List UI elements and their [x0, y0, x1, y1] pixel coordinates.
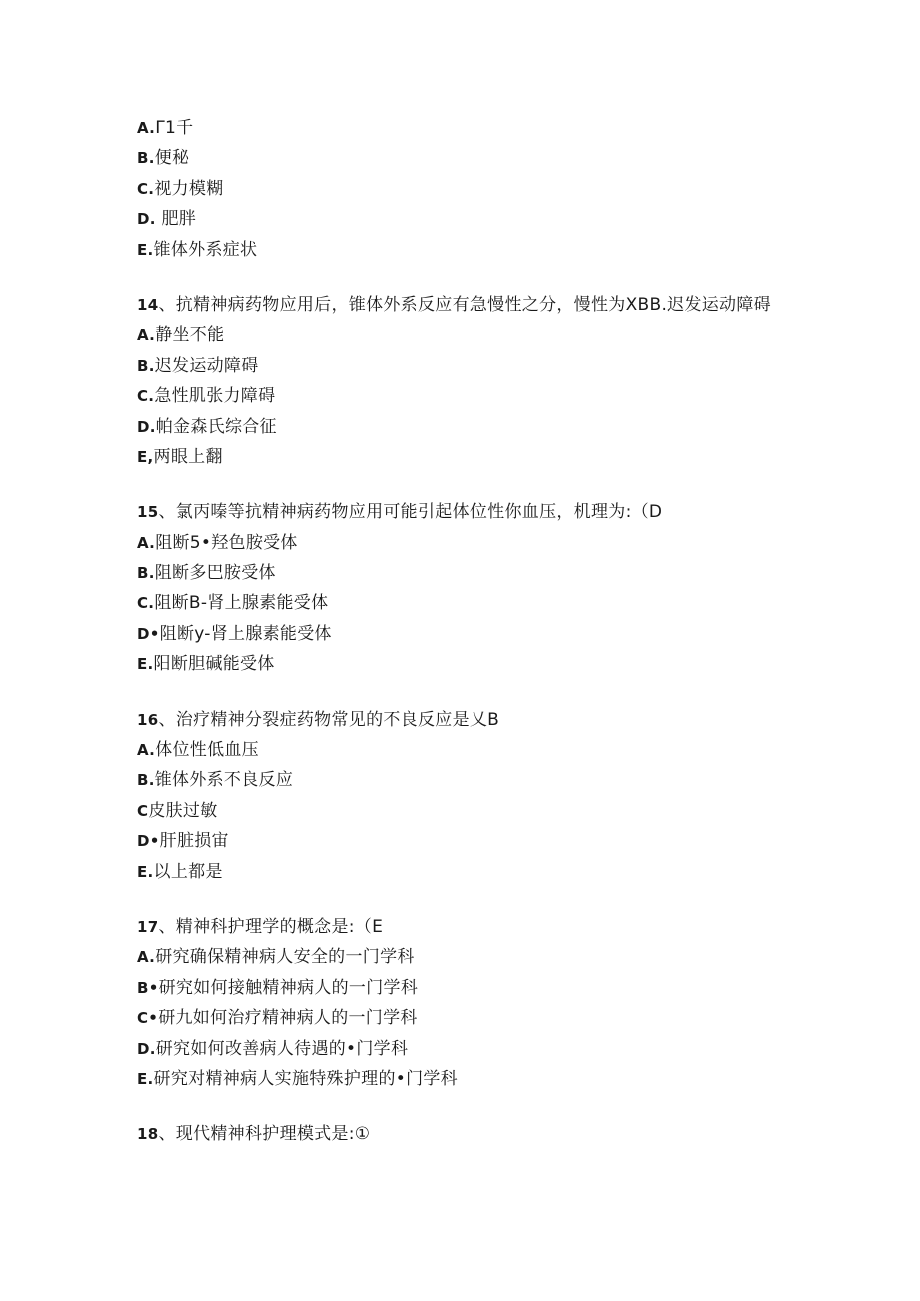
option-b: B.便秘	[137, 148, 190, 169]
option-e: E.研究对精神病人实施特殊护理的•门学科	[137, 1068, 458, 1089]
spacer	[137, 680, 797, 705]
question-16	[137, 705, 797, 887]
spacer	[137, 887, 797, 912]
option-b: B•研究如何接触精神病人的一门学科	[137, 977, 419, 998]
option-e: E.以上都是	[137, 861, 223, 882]
option-a: A.研究确保精神病人安全的一门学科	[137, 947, 415, 968]
option-b: B.阻断多巴胺受体	[137, 563, 276, 584]
question-15	[137, 497, 797, 679]
option-e: E,两眼上翻	[137, 446, 223, 467]
spacer	[137, 265, 797, 290]
document-body	[137, 113, 797, 1150]
option-e: E.阳断胆碱能受体	[137, 654, 275, 675]
question-14	[137, 290, 797, 472]
option-a: A.阻断5•羟色胺受体	[137, 532, 298, 553]
option-b: B.迟发运动障碍	[137, 355, 259, 376]
option-b: B.锥体外系不良反应	[137, 770, 294, 791]
question-stem: 16、治疗精神分裂症药物常见的不良反应是乂B	[137, 709, 500, 730]
option-c: C.视力模糊	[137, 178, 224, 199]
spacer	[137, 1094, 797, 1119]
question-13-options	[137, 113, 797, 265]
question-17	[137, 912, 797, 1094]
option-a: A.静坐不能	[137, 325, 225, 346]
question-stem: 14、抗精神病药物应用后，锥体外系反应有急慢性之分，慢性为XBB.迟发运动障碍	[137, 294, 771, 315]
spacer	[137, 472, 797, 497]
option-e: E.锥体外系症状	[137, 239, 258, 260]
question-18	[137, 1119, 797, 1149]
option-d: D. 肥胖	[137, 209, 197, 230]
option-d: D•肝脏损宙	[137, 831, 229, 852]
option-c: C.阻断B-肾上腺素能受体	[137, 593, 329, 614]
option-d: D.研究如何改善病人待遇的•门学科	[137, 1038, 409, 1059]
question-stem: 18、现代精神科护理模式是:①	[137, 1124, 371, 1145]
option-d: D•阻断y-肾上腺素能受体	[137, 623, 332, 644]
option-d: D.帕金森氏综合征	[137, 416, 277, 437]
option-c: C.急性肌张力障碍	[137, 386, 276, 407]
question-stem: 17、精神科护理学的概念是:（E	[137, 917, 384, 937]
question-stem: 15、氯丙嗪等抗精神病药物应用可能引起体位性你血压，机理为:（D	[137, 502, 663, 523]
option-a: A.体位性低血压	[137, 740, 259, 761]
option-c: C皮肤过敏	[137, 800, 218, 821]
option-c: C•研九如何治疗精神病人的一门学科	[137, 1008, 418, 1029]
option-a: A.Γ1千	[137, 118, 194, 138]
